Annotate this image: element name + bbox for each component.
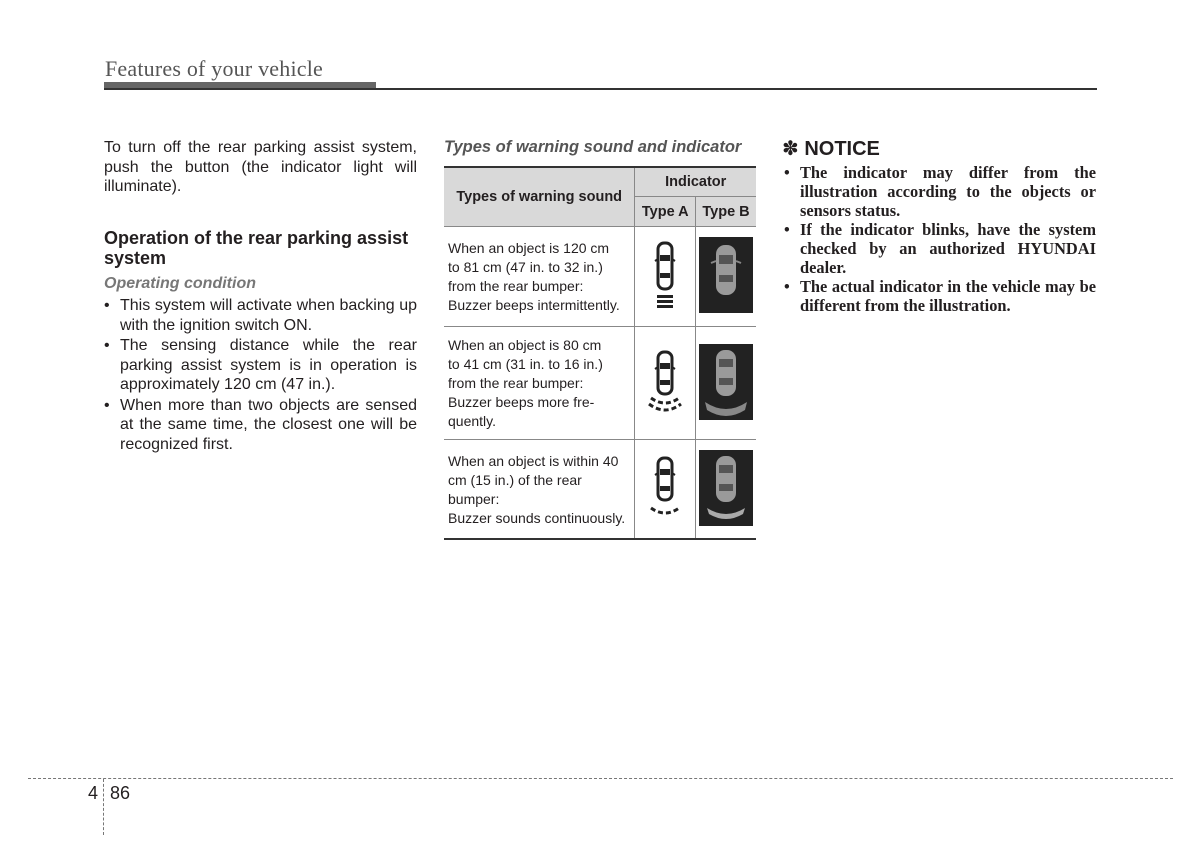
type-a-cell — [635, 327, 696, 440]
header-type-b: Type B — [696, 197, 756, 227]
condition-list — [104, 296, 417, 454]
list-item: • The actual indicator in the vehicle may be different from the illustration. — [782, 277, 1096, 315]
type-b-cell — [696, 327, 756, 440]
list-item: • When more than two objects are sensed at the same time, the closest one will be recognized first. — [104, 396, 417, 455]
header-type-a: Type A — [635, 197, 696, 227]
desc-line: When an object is within 40 — [448, 452, 619, 469]
list-item: • The sensing distance while the rear parking assist system is in operation is approximately 120 cm (47 in.). — [104, 336, 417, 395]
section-heading: Operation of the rear parking assist system — [104, 227, 409, 268]
table-caption: Types of warning sound and indicator — [444, 138, 742, 156]
list-item: • If the indicator blinks, have the system checked by an authorized HYUNDAI dealer. — [782, 220, 1096, 277]
car-outline-icon — [645, 456, 685, 520]
desc-line: When an object is 80 cm — [448, 337, 602, 353]
warning-table — [444, 166, 756, 540]
car-display-icon — [699, 237, 753, 313]
notice-box — [782, 136, 1096, 315]
sub-heading: Operating condition — [104, 274, 256, 292]
chapter-number: 4 — [88, 783, 99, 803]
header-warning-sound: Types of warning sound — [444, 167, 635, 227]
desc-line: cm (15 in.) of the rear — [448, 471, 582, 488]
type-a-cell — [635, 440, 696, 540]
row-description — [444, 440, 635, 540]
type-a-cell — [635, 227, 696, 327]
header-indicator: Indicator — [635, 167, 756, 197]
table-row — [444, 327, 756, 440]
desc-line: from the rear bumper: — [448, 375, 584, 391]
car-display-icon — [699, 450, 753, 526]
car-outline-icon — [650, 241, 680, 309]
desc-line: Buzzer beeps more fre- — [448, 394, 595, 410]
page-number: 86 — [110, 783, 131, 803]
footer-rule — [28, 778, 1173, 779]
intro-paragraph: To turn off the rear parking assist system, push the button (the indicator light will illuminate). — [104, 139, 417, 195]
desc-line: Buzzer beeps intermittently. — [448, 297, 620, 313]
car-display-icon — [699, 344, 753, 420]
row-description — [444, 227, 635, 327]
desc-line: quently. — [448, 413, 496, 429]
desc-line: bumper: — [448, 490, 500, 507]
desc-line: to 81 cm (47 in. to 32 in.) — [448, 259, 603, 275]
desc-line: to 41 cm (31 in. to 16 in.) — [448, 356, 603, 372]
header-rule — [104, 88, 1097, 90]
page-header-title: Features of your vehicle — [105, 56, 324, 81]
table-row — [444, 440, 756, 540]
type-b-cell — [696, 227, 756, 327]
notice-list — [782, 163, 1096, 315]
desc-line: When an object is 120 cm — [448, 240, 610, 256]
type-b-cell — [696, 440, 756, 540]
car-outline-icon — [645, 350, 685, 414]
desc-line: Buzzer sounds continuously. — [448, 509, 626, 526]
footer-divider — [103, 779, 104, 835]
left-column — [104, 138, 417, 455]
table-row — [444, 227, 756, 327]
notice-title: ✽ NOTICE — [782, 138, 880, 160]
list-item: • The indicator may differ from the illustration according to the objects or sensors status. — [782, 163, 1096, 220]
row-description — [444, 327, 635, 440]
list-item: • This system will activate when backing up with the ignition switch ON. — [104, 296, 417, 335]
desc-line: from the rear bumper: — [448, 278, 584, 294]
